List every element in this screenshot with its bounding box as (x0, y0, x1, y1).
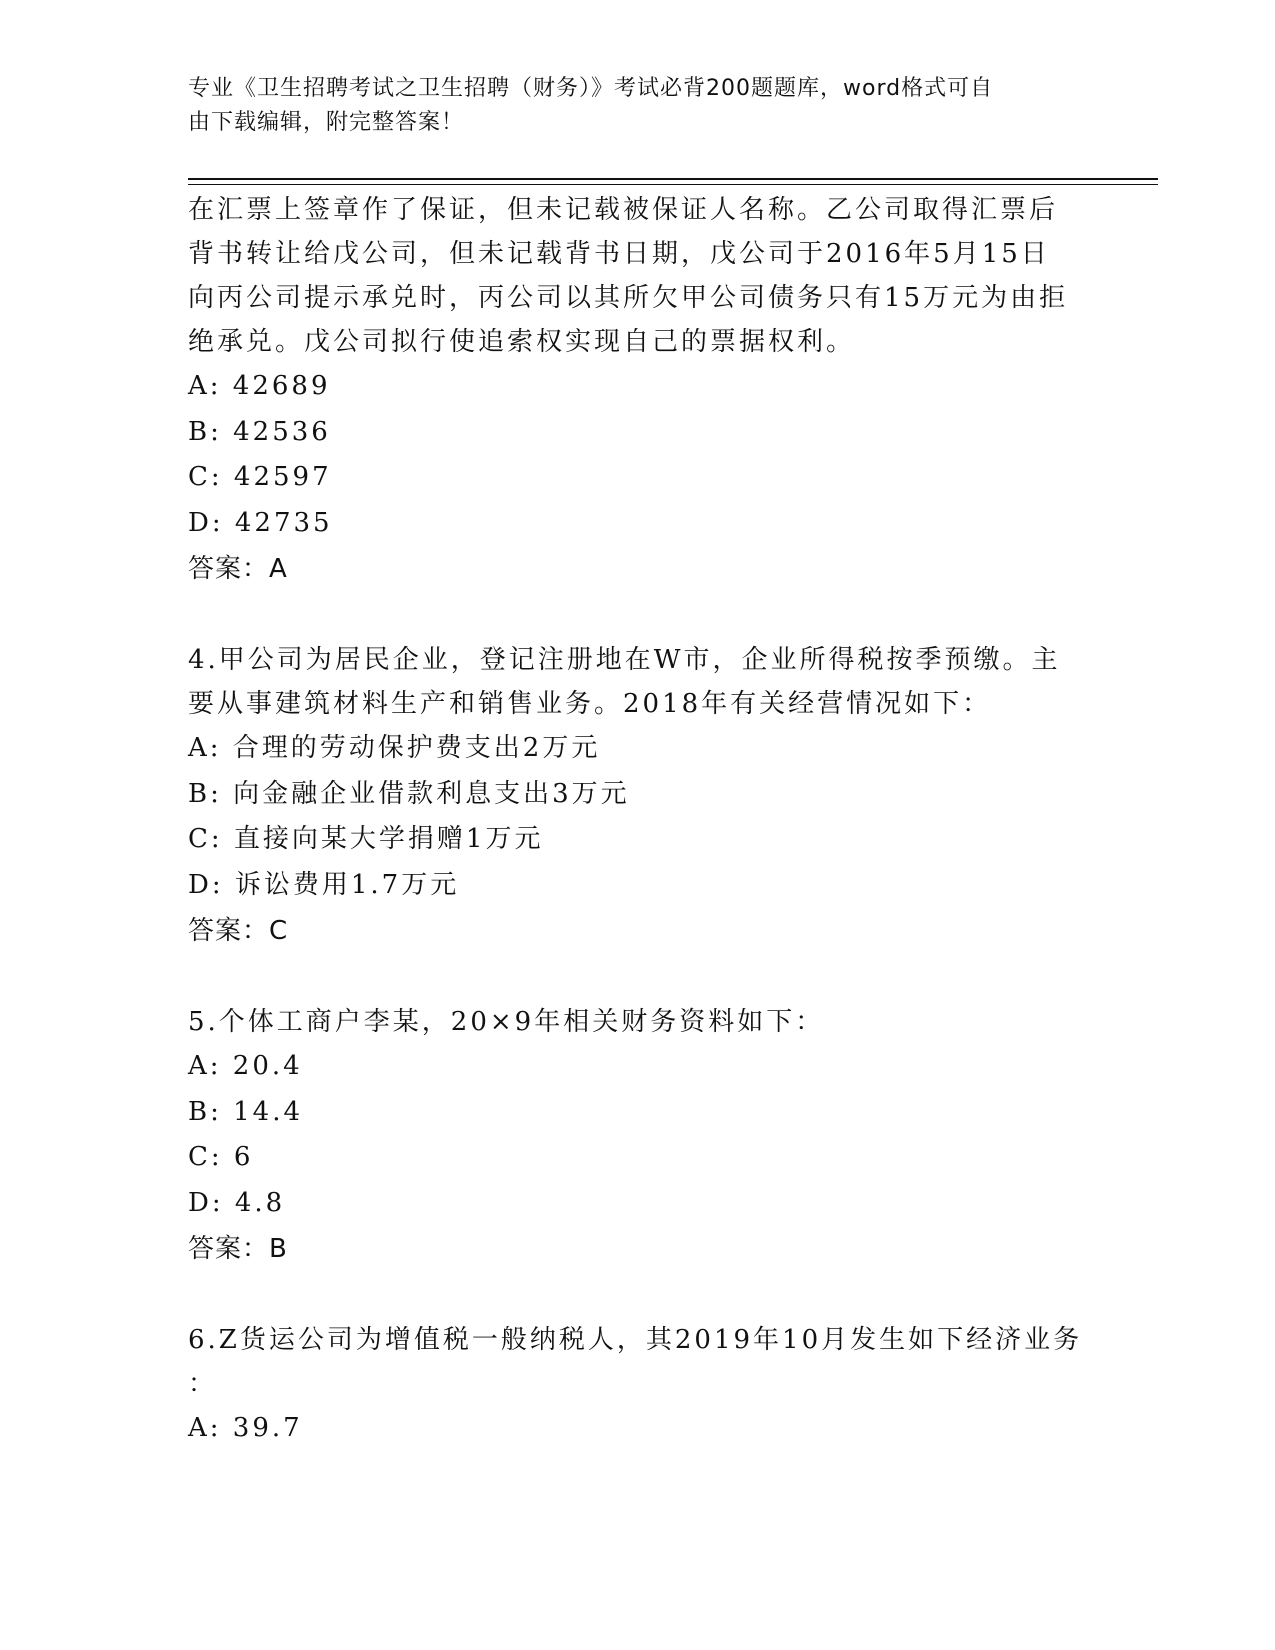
question-5-answer: 答案：B (188, 1234, 288, 1264)
question-3-option-d: D: 42735 (188, 507, 333, 538)
question-3 (188, 188, 1088, 592)
header-rule-thick (188, 178, 1158, 180)
question-3-text-line: 向丙公司提示承兑时，丙公司以其所欠甲公司债务只有15万元为由拒 (188, 283, 1069, 313)
header-title-line-1: 专业《卫生招聘考试之卫生招聘（财务）》考试必背200题题库，word格式可自 (188, 76, 994, 101)
question-6 (188, 1318, 1088, 1452)
question-3-option-c: C: 42597 (188, 462, 332, 492)
question-4-option-d: D: 诉讼费用1.7万元 (188, 869, 460, 900)
page-header (188, 72, 1088, 140)
question-3-option-a: A: 42689 (188, 371, 331, 401)
document-body (188, 188, 1088, 1452)
question-6-text-line: ： (188, 1369, 218, 1399)
spacer (188, 592, 1088, 638)
question-6-text-line: 6.Z货运公司为增值税一般纳税人，其2019年10月发生如下经济业务 (188, 1325, 1083, 1355)
header-title-line-2: 由下载编辑，附完整答案！ (188, 110, 465, 135)
question-3-text-line: 在汇票上签章作了保证，但未记载被保证人名称。乙公司取得汇票后 (188, 195, 1059, 225)
question-4-text-line: 要从事建筑材料生产和销售业务。2018年有关经营情况如下： (188, 689, 992, 719)
question-5-option-d: D: 4.8 (188, 1187, 286, 1218)
spacer (188, 1272, 1088, 1318)
question-4-answer: 答案：C (188, 916, 289, 946)
question-4-option-a: A: 合理的劳动保护费支出2万元 (188, 733, 601, 763)
question-4-option-b: B: 向金融企业借款利息支出3万元 (188, 778, 630, 809)
spacer (188, 954, 1088, 1000)
question-3-text-line: 绝承兑。戊公司拟行使追索权实现自己的票据权利。 (188, 327, 856, 357)
question-4-text-line: 4.甲公司为居民企业，登记注册地在W市，企业所得税按季预缴。主 (188, 645, 1061, 675)
question-4 (188, 638, 1088, 954)
header-rule-thin (188, 184, 1158, 185)
question-5-text-line: 5.个体工商户李某，20×9年相关财务资料如下： (188, 1007, 825, 1037)
question-5-option-c: C: 6 (188, 1142, 254, 1172)
question-3-answer: 答案：A (188, 554, 288, 584)
question-5 (188, 1000, 1088, 1272)
question-5-option-b: B: 14.4 (188, 1096, 304, 1127)
question-5-option-a: A: 20.4 (188, 1051, 303, 1081)
question-3-option-b: B: 42536 (188, 416, 331, 447)
question-6-option-a: A: 39.7 (188, 1413, 303, 1443)
question-3-text-line: 背书转让给戊公司，但未记载背书日期，戊公司于2016年5月15日 (188, 239, 1050, 269)
question-4-option-c: C: 直接向某大学捐赠1万元 (188, 824, 544, 854)
